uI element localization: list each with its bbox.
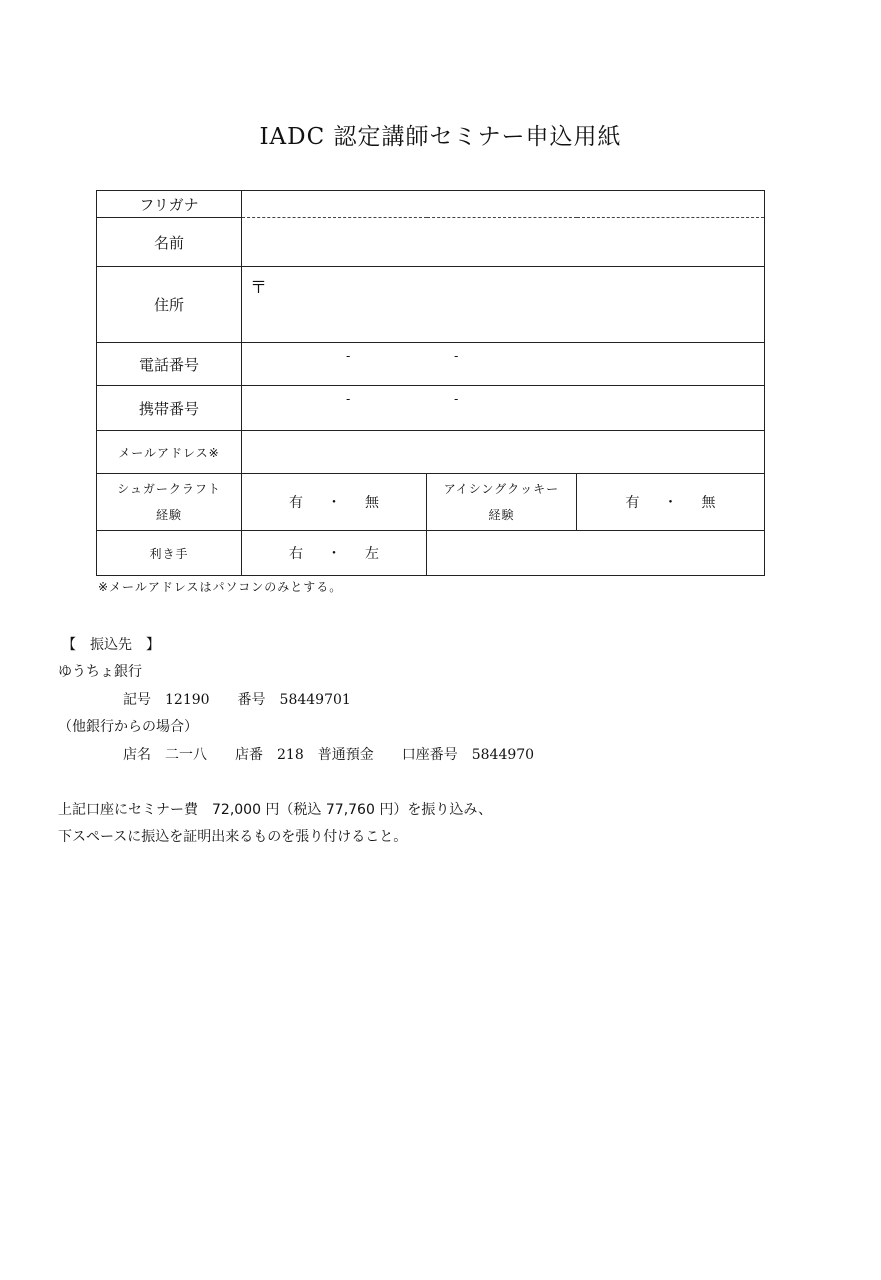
hand-separator: ・: [327, 546, 341, 562]
branch-no-value: 218: [277, 747, 304, 763]
account-no-value: 5844970: [471, 747, 535, 763]
mobile-label: 携帯番号: [97, 386, 242, 431]
icing-no[interactable]: 無: [701, 495, 716, 511]
number-label: 番号: [237, 692, 266, 708]
heading-close-bracket: 】: [146, 637, 160, 653]
address-label: 住所: [97, 267, 242, 343]
sugarcraft-label: [97, 474, 242, 531]
mobile-dash-2: -: [454, 392, 459, 406]
application-form: [96, 190, 765, 576]
email-note: ※メールアドレスはパソコンのみとする。: [98, 580, 343, 594]
hand-choice[interactable]: [242, 531, 427, 576]
sugarcraft-choice[interactable]: [242, 474, 427, 531]
number-value: 58449701: [279, 692, 351, 708]
phone-row: [97, 343, 765, 386]
sugarcraft-label-line1: シュガークラフト: [117, 482, 221, 496]
hand-label: 利き手: [97, 531, 242, 576]
icing-label: [427, 474, 577, 531]
page-title: IADC 認定講師セミナー申込用紙: [259, 124, 622, 150]
instruction-line-2: 下スペースに振込を証明出来るものを張り付けること。: [58, 829, 408, 845]
address-row: [97, 267, 765, 343]
symbol-value: 12190: [165, 692, 210, 708]
mobile-row: [97, 386, 765, 431]
branch-no-label: 店番: [235, 747, 263, 763]
other-bank-note: （他銀行からの場合）: [58, 719, 198, 735]
heading-text: 振込先: [90, 637, 132, 653]
mobile-dash-1: -: [346, 392, 351, 406]
instruction-line-1: 上記口座にセミナー費 72,000 円（税込 77,760 円）を振り込み、: [58, 802, 493, 818]
account-no-label: 口座番号: [401, 747, 458, 763]
name-label: 名前: [97, 218, 242, 267]
icing-separator: ・: [663, 495, 678, 511]
phone-field[interactable]: [242, 343, 765, 386]
address-field[interactable]: [242, 267, 765, 343]
furigana-row: [97, 191, 765, 218]
postal-mark-icon: 〒: [250, 278, 267, 298]
icing-label-line2: 経験: [488, 508, 515, 522]
experience-row: [97, 474, 765, 531]
furigana-field[interactable]: [242, 191, 765, 218]
icing-label-line1: アイシングクッキー: [443, 482, 560, 496]
email-row: [97, 431, 765, 474]
email-label: メールアドレス※: [97, 431, 242, 474]
sugarcraft-yes[interactable]: 有: [289, 495, 303, 511]
icing-choice[interactable]: [577, 474, 765, 531]
sugarcraft-separator: ・: [327, 495, 341, 511]
name-row: [97, 218, 765, 267]
icing-yes[interactable]: 有: [625, 495, 640, 511]
payment-heading: [62, 634, 160, 654]
email-field[interactable]: [242, 431, 765, 474]
furigana-label: フリガナ: [97, 191, 242, 218]
account-line: [123, 689, 351, 709]
branch-name-value: 二一八: [165, 747, 207, 763]
mobile-field[interactable]: [242, 386, 765, 431]
sugarcraft-label-line2: 経験: [155, 508, 182, 522]
hand-row: [97, 531, 765, 576]
hand-left[interactable]: 左: [365, 546, 379, 562]
branch-name-label: 店名: [123, 747, 151, 763]
name-field[interactable]: [242, 218, 765, 267]
branch-line: [123, 744, 534, 764]
sugarcraft-no[interactable]: 無: [365, 495, 379, 511]
bank-name: ゆうちょ銀行: [58, 664, 142, 680]
hand-empty-cell: [427, 531, 765, 576]
heading-open-bracket: 【: [62, 637, 76, 653]
phone-dash-1: -: [346, 349, 351, 363]
account-type: 普通預金: [317, 747, 374, 763]
hand-right[interactable]: 右: [289, 546, 303, 562]
phone-label: 電話番号: [97, 343, 242, 386]
symbol-label: 記号: [123, 692, 151, 708]
phone-dash-2: -: [454, 349, 459, 363]
